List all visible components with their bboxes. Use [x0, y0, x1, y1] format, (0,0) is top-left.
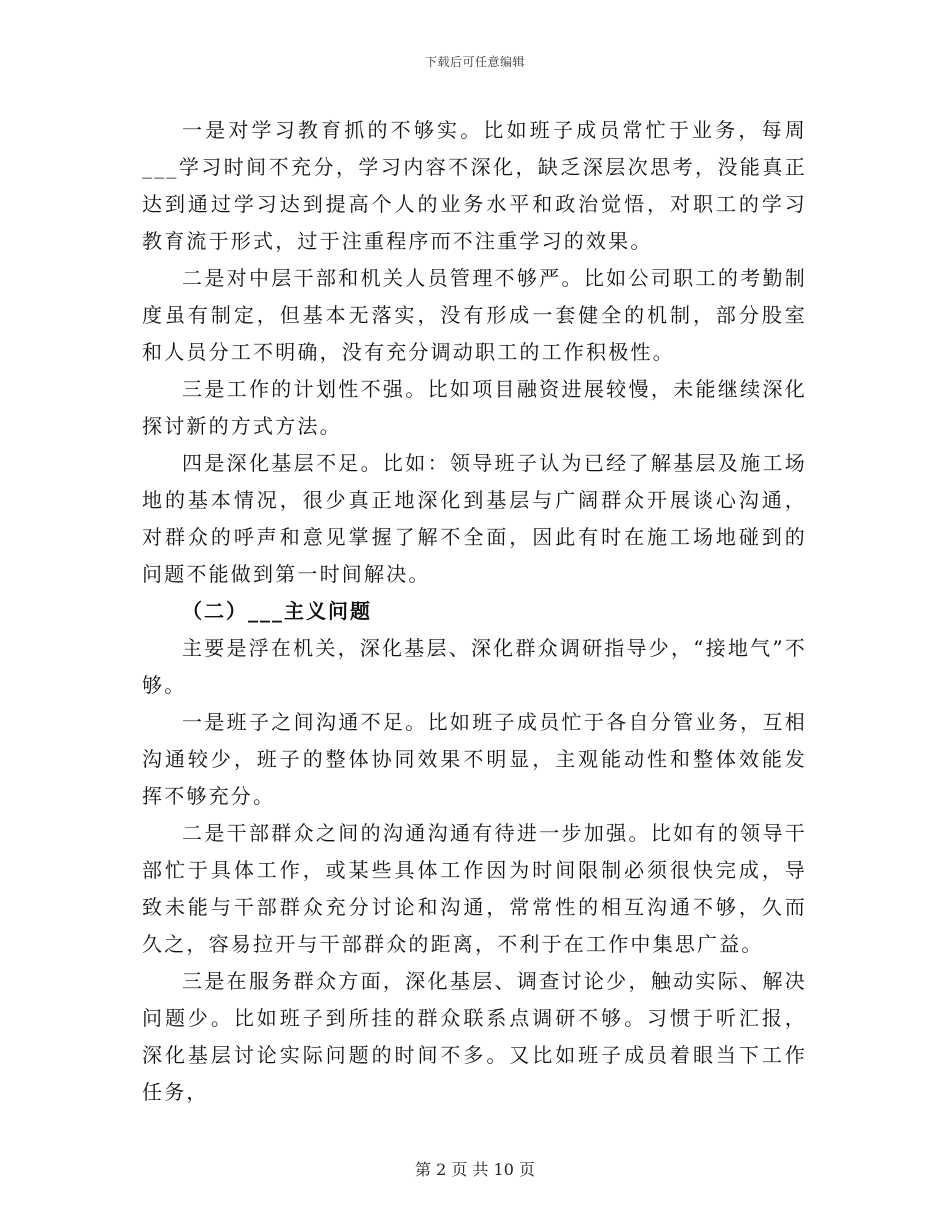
section-heading: （二）___主义问题: [182, 599, 372, 623]
page-header: 下载后可任意编辑: [424, 55, 525, 69]
paragraph-team-communication: 一是班子之间沟通不足。比如班子成员忙于各自分管业务，互相沟通较少，班子的整体协同效果不明显，主观能动性和整体效能发挥不够充分。: [142, 710, 807, 808]
page-footer: 第 2 页 共 10 页: [415, 1160, 535, 1179]
document-body: [142, 112, 807, 1111]
paragraph-section-summary: 主要是浮在机关，深化基层、深化群众调研指导少，“接地气”不够。: [142, 636, 807, 697]
paragraph-cadre-management: 二是对中层干部和机关人员管理不够严。比如公司职工的考勤制度虽有制定，但基本无落实，没有形成一套健全的机制，部分股室和人员分工不明确，没有充分调动职工的工作积极性。: [142, 266, 807, 364]
paragraph-serving-masses: 三是在服务群众方面，深化基层、调查讨论少，触动实际、解决问题少。比如班子到所挂的群众联系点调研不够。习惯于听汇报，深化基层讨论实际问题的时间不多。又比如班子成员着眼当下工作任务，: [142, 969, 807, 1104]
paragraph-work-planning: 三是工作的计划性不强。比如项目融资进展较慢，未能继续深化探讨新的方式方法。: [142, 377, 807, 438]
paragraph-grassroots: 四是深化基层不足。比如：领导班子认为已经了解基层及施工场地的基本情况，很少真正地深化到基层与广阔群众开展谈心沟通，对群众的呼声和意见掌握了解不全面，因此有时在施工场地碰到的问题不能做到第一时间解决。: [142, 451, 807, 586]
paragraph-study-education: 一是对学习教育抓的不够实。比如班子成员常忙于业务，每周___学习时间不充分，学习内容不深化，缺乏深层次思考，没能真正达到通过学习达到提高个人的业务水平和政治觉悟，对职工的学习教育流于形式，过于注重程序而不注重学习的效果。: [142, 118, 807, 253]
paragraph-cadre-mass-communication: 二是干部群众之间的沟通沟通有待进一步加强。比如有的领导干部忙于具体工作，或某些具体工作因为时间限制必须很快完成，导致未能与干部群众充分讨论和沟通，常常性的相互沟通不够，久而久之，容易拉开与干部群众的距离，不利于在工作中集思广益。: [142, 821, 807, 956]
